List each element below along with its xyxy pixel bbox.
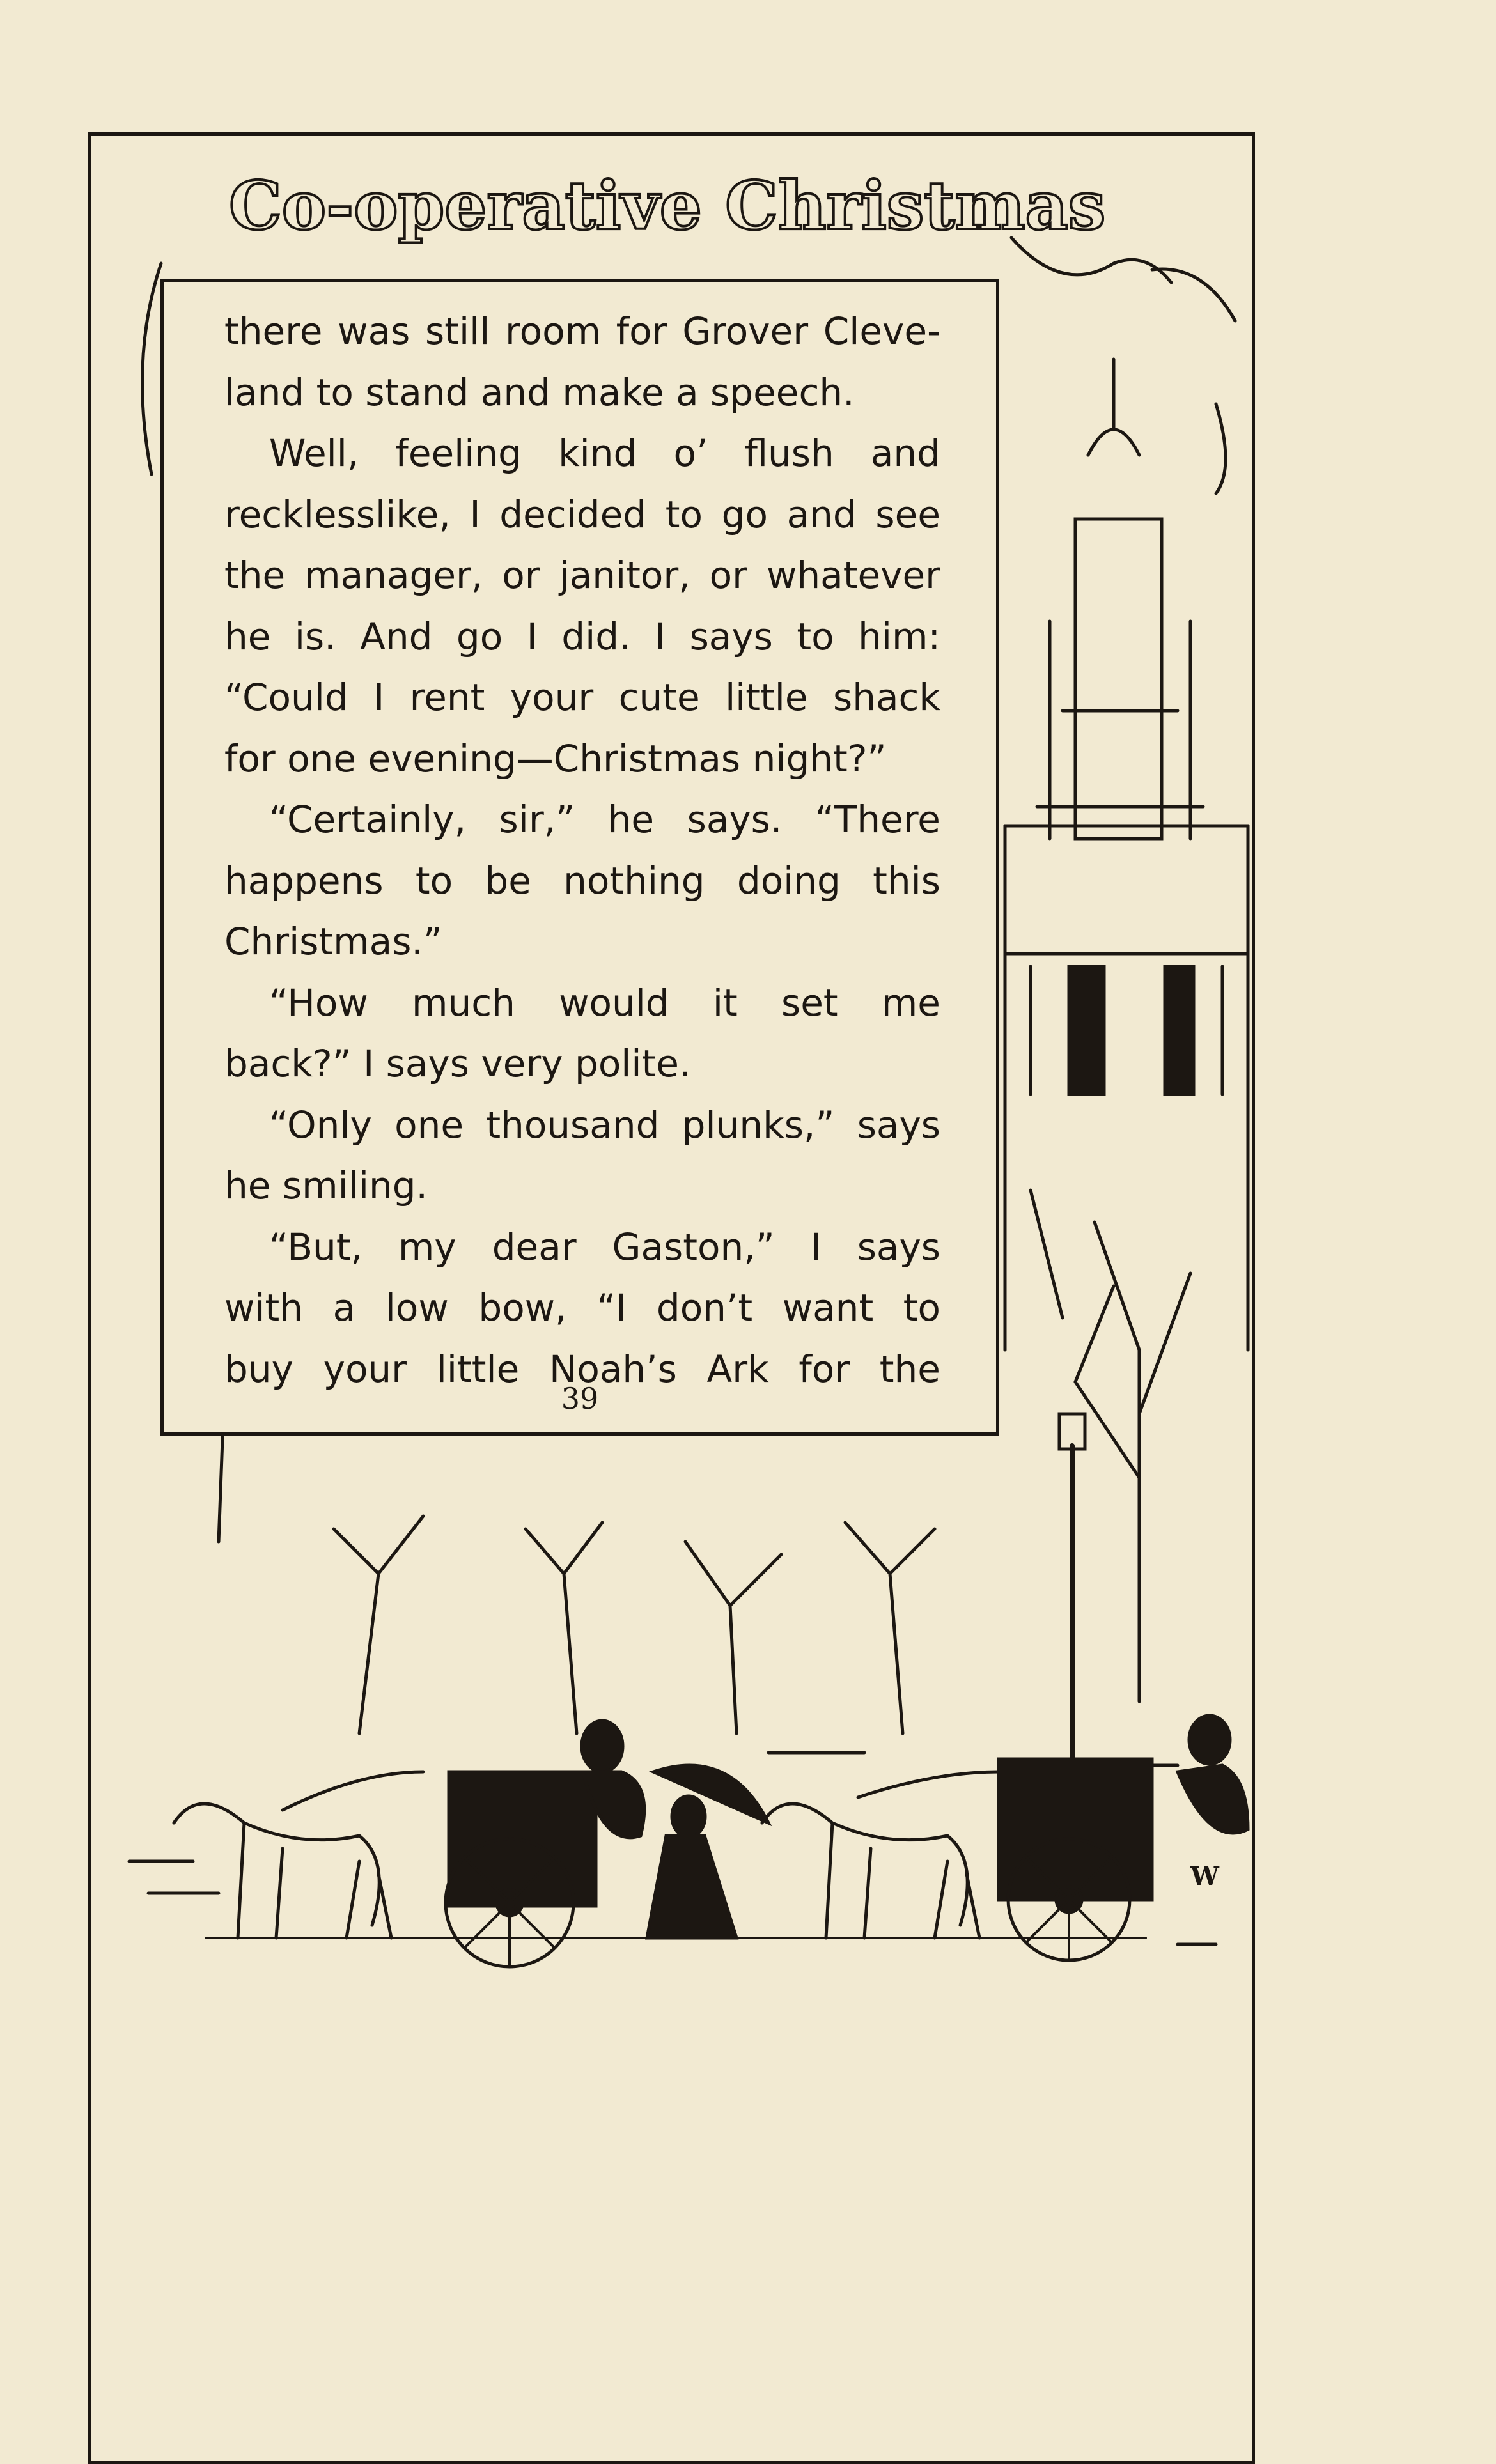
text-line: he smiling. — [224, 1164, 428, 1207]
text-line: with a low bow, “I don’t want to — [224, 1286, 940, 1329]
text-line: there was still room for Grover Cleve- — [224, 309, 940, 353]
text-line: Christmas.” — [224, 920, 442, 963]
text-line: “Only one thousand plunks,” says — [269, 1103, 940, 1147]
text-line: “How much would it set me — [269, 980, 940, 1025]
text-line: land to stand and make a speech. — [224, 370, 855, 414]
body-text — [224, 301, 940, 1400]
text-line: buy your little Noah’s Ark for the — [224, 1347, 940, 1391]
text-line: the manager, or janitor, or whatever — [224, 554, 940, 597]
text-line: “But, my dear Gaston,” I says — [269, 1225, 940, 1269]
text-line: he is. And go I did. I says to him: — [224, 614, 940, 658]
text-line: recklesslike, I decided to go and see — [224, 492, 940, 536]
text-line: for one evening—Christmas night?” — [224, 736, 887, 780]
text-panel — [160, 279, 999, 1436]
text-line: “Certainly, sir,” he says. “There — [269, 798, 940, 841]
text-line: happens to be nothing doing this — [224, 858, 940, 903]
page-title: Co-operative Christmas — [229, 166, 1106, 245]
text-line: Well, feeling kind o’ flush and — [269, 431, 940, 475]
page-number: 39 — [561, 1381, 599, 1416]
text-line: back?” I says very polite. — [224, 1042, 691, 1085]
text-line: “Could I rent your cute little shack — [224, 676, 940, 719]
artist-signature: W — [1190, 1861, 1219, 1891]
